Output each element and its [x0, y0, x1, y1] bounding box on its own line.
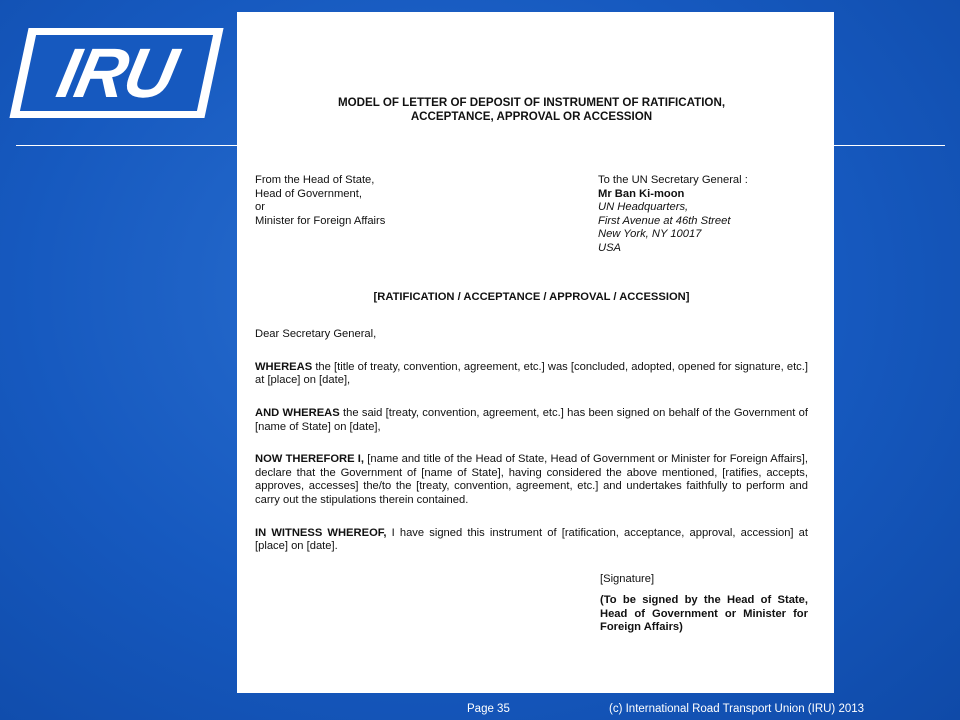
instrument-subtitle: [RATIFICATION / ACCEPTANCE / APPROVAL / ACCESSION]: [373, 290, 690, 303]
to-line: To the UN Secretary General :: [598, 174, 748, 186]
iru-logo-text: IRU: [50, 34, 183, 112]
title-line-2: ACCEPTANCE, APPROVAL OR ACCESSION: [410, 110, 653, 123]
paragraph-text: the said [treaty, convention, agreement, etc.] has been signed on behalf of the Government of [name of State] on [date],: [255, 406, 809, 433]
from-line: Head of Government,: [255, 187, 362, 200]
iru-logo-inner: [20, 35, 213, 111]
signature-placeholder: [Signature]: [600, 572, 655, 585]
from-block: [255, 174, 555, 256]
address-block: [255, 174, 808, 256]
signature-block: [600, 573, 808, 635]
title-line-1: MODEL OF LETTER OF DEPOSIT OF INSTRUMENT OF RATIFICATION,: [337, 96, 726, 109]
from-line: From the Head of State,: [255, 174, 375, 186]
salutation: Dear Secretary General,: [255, 328, 377, 341]
paragraph-text: the [title of treaty, convention, agreement, etc.] was [concluded, adopted, opened for signature, etc.] at [place] on [date],: [255, 360, 808, 387]
paragraph-text: I have signed this instrument of [ratification, acceptance, approval, accession] at [place] on [date].: [255, 526, 808, 553]
paragraph-lead: NOW THEREFORE I,: [255, 453, 365, 466]
copyright-notice: (c) International Road Transport Union (IRU) 2013: [609, 703, 865, 715]
paragraph-whereas: [255, 361, 808, 388]
from-line: Minister for Foreign Affairs: [255, 214, 386, 227]
paragraph-in-witness: [255, 527, 808, 554]
paragraph-and-whereas: [255, 407, 808, 434]
document-page: [237, 12, 834, 693]
address-line: UN Headquarters,: [598, 201, 689, 214]
page-number: Page 35: [467, 703, 510, 715]
paragraph-lead: AND WHEREAS: [255, 406, 340, 419]
slide-footer: [0, 703, 960, 717]
to-block: [598, 174, 808, 256]
recipient-name: Mr Ban Ki-moon: [598, 187, 685, 200]
paragraph-text: [name and title of the Head of State, Head of Government or Minister for Foreign Affairs], declare that the Government of [name of State], having considered the above mentioned, [ratifies, accepts, approves, accesses] the/to the [treaty, convention, agreement, etc.] and undertakes faithfully to perform and carry out the stipulations therein contained.: [255, 453, 808, 506]
iru-logo: [9, 28, 223, 118]
paragraph-lead: IN WITNESS WHEREOF,: [255, 526, 387, 539]
address-line: First Avenue at 46th Street: [598, 214, 731, 227]
from-line: or: [255, 201, 265, 214]
signature-note: (To be signed by the Head of State, Head of Government or Minister for Foreign Affairs): [600, 594, 808, 634]
paragraph-lead: WHEREAS: [255, 360, 313, 373]
document-title: [255, 96, 808, 124]
address-line: New York, NY 10017: [598, 228, 702, 241]
address-line: USA: [598, 241, 622, 254]
paragraph-now-therefore: [255, 453, 808, 507]
